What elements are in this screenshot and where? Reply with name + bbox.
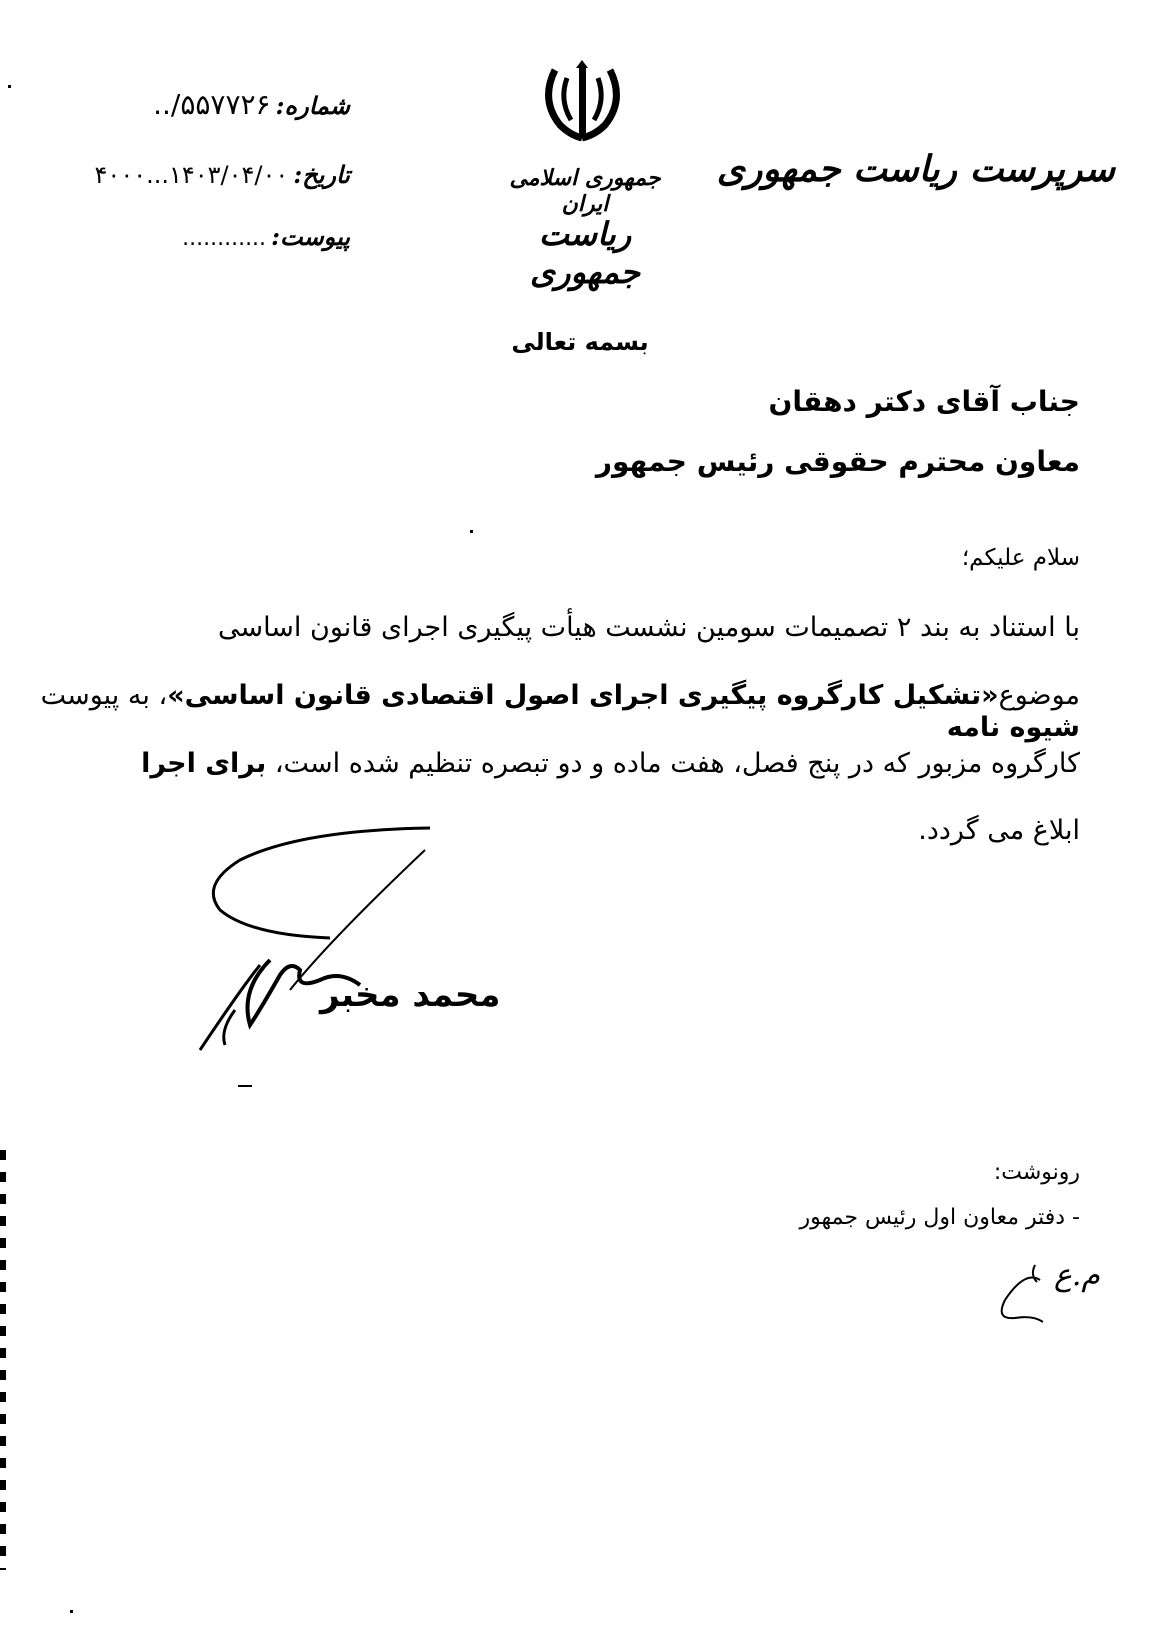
cc-item: - دفتر معاون اول رئیس جمهور [799,1205,1080,1230]
p2-subject: موضوع [998,680,1080,711]
signature-dash [238,1085,252,1087]
p2-guideline: شیوه نامه [946,712,1080,744]
p3-text: کارگروه مزبور که در پنج فصل، هفت ماده و دو تبصره تنظیم شده است، [274,748,1080,779]
greeting: سلام علیکم؛ [961,545,1080,571]
emblem-icon [535,60,630,145]
scan-dot [70,1610,73,1613]
meta-date-row [60,160,350,189]
attachment-value: ............ [182,226,267,251]
addressee-title: معاون محترم حقوقی رئیس جمهور [595,445,1080,478]
paragraph-line-2 [0,680,1080,745]
scan-margin-marks [0,1150,6,1570]
signature-icon [180,820,440,1060]
paragraph-line-4: ابلاغ می گردد. [918,815,1080,846]
initials-scribble-icon [985,1260,1055,1330]
p3-for-execution: برای اجرا [141,748,267,779]
date-value: ۱۴۰۳/۰۴/۰۰...۴۰۰۰ [94,161,289,189]
scan-dot [470,530,473,533]
p2-title: «تشکیل کارگروه پیگیری اجرای اصول اقتصادی قانون اساسی» [167,680,999,711]
paragraph-line-3 [141,748,1080,780]
addressee-name: جناب آقای دکتر دهقان [768,385,1080,418]
number-value: ۵۵۷۷۲۶/.. [153,88,271,121]
cc-initials [1054,1258,1100,1293]
letterhead-office: ریاست جمهوری [529,215,641,291]
meta-attachment-row [100,222,350,251]
letterhead-title: سرپرست ریاست جمهوری [716,148,1115,190]
p2-attached: ، به پیوست [40,680,168,711]
date-label: تاریخ: [293,160,350,189]
cc-initials-text: م.ع [1053,1258,1100,1293]
scan-dot [8,85,11,88]
attachment-label: پیوست: [271,222,350,251]
signatory-name: محمد مخبر [320,975,501,1015]
paragraph-line-1: با استناد به بند ۲ تصمیمات سومین نشست هیأت پیگیری اجرای قانون اساسی [217,612,1080,643]
number-label: شماره: [275,91,350,120]
letterhead-country: جمهوری اسلامی ایران [509,165,661,217]
cc-label: رونوشت: [993,1160,1080,1185]
meta-number-row [80,88,350,121]
invocation: بسمه تعالی [511,328,649,356]
